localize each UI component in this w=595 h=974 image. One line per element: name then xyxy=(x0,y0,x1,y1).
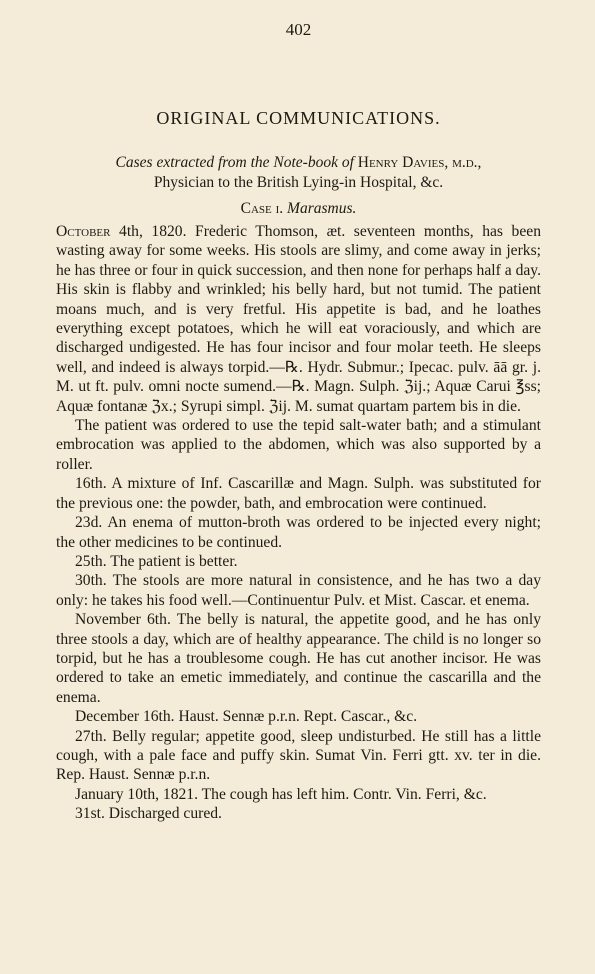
paragraph: 16th. A mixture of Inf. Cascarillæ and Magn. Sulph. was substituted for the previous one: the powder, bath, and embrocation were continued. xyxy=(56,475,541,512)
page-number: 402 xyxy=(285,20,312,39)
case-title xyxy=(56,200,541,218)
paragraph: December 16th. Haust. Sennæ p.r.n. Rept. Cascar., &c. xyxy=(75,708,418,726)
paragraph: 31st. Discharged cured. xyxy=(75,805,222,823)
case-notes xyxy=(56,222,541,824)
paragraph: 23d. An enema of mutton-broth was ordered to be injected every night; the other medicines to be continued. xyxy=(56,514,541,551)
paragraph: The patient was ordered to use the tepid salt-water bath; and a stimulant embrocation was applied to the abdomen, which was also supported by a roller. xyxy=(56,417,541,473)
paragraph xyxy=(56,222,541,416)
article-byline xyxy=(56,153,541,193)
byline-prefix: Cases extracted from the Note-book of xyxy=(115,154,354,171)
case-number: Case i. xyxy=(240,200,284,217)
paragraph: November 6th. The belly is natural, the appetite good, and he has only three stools a day, which are of healthy appearance. The child is no longer so torpid, but he has a troublesome cough. He has cut another incisor. He was ordered to take an emetic immediately, and continue the cascarilla and the enema. xyxy=(56,611,541,706)
book-page xyxy=(56,20,541,824)
byline-affiliation: Physician to the British Lying-in Hospital, &c. xyxy=(153,174,444,191)
section-heading: ORIGINAL COMMUNICATIONS. xyxy=(156,108,441,128)
byline-author: Henry Davies, m.d., xyxy=(357,154,482,171)
paragraph: January 10th, 1821. The cough has left him. Contr. Vin. Ferri, &c. xyxy=(75,785,487,803)
paragraph: 25th. The patient is better. xyxy=(75,552,238,570)
paragraph: 27th. Belly regular; appetite good, sleep undisturbed. He still has a little cough, with a pale face and puffy skin. Sumat Vin. Ferri gtt. xv. ter in die. Rep. Haust. Sennæ p.r.n. xyxy=(56,727,541,784)
case-name: Marasmus. xyxy=(287,200,357,217)
paragraph-date: October xyxy=(56,223,111,240)
paragraph: 30th. The stools are more natural in consistence, and he has two a day only: he takes his food well.—Continuentur Pulv. et Mist. Cascar. et enema. xyxy=(56,572,541,609)
paragraph-text: 4th, 1820. Frederic Thomson, æt. seventeen months, has been wasting away for some weeks. His stools are slimy, and come away in jerks; he has three or four in quick succession, and then none for perhaps half a day. His skin is flabby and wrinkled; his belly hard, but not tumid. The patient moans much, and is very fretful. His appetite is bad, and he loathes everything except potatoes, which he will eat voraciously, and which are discharged undigested. He has four incisor and four molar teeth. He sleeps well, and indeed is always torpid.—℞. Hydr. Submur.; Ipecac. pulv. āā gr. j. M. ut ft. pulv. omni nocte sumend.—℞. Magn. Sulph. ℨij.; Aquæ Carui ℥ss; Aquæ fontanæ ℨx.; Syrupi simpl. ℨij. M. sumat quartam partem bis in die. xyxy=(56,223,541,415)
